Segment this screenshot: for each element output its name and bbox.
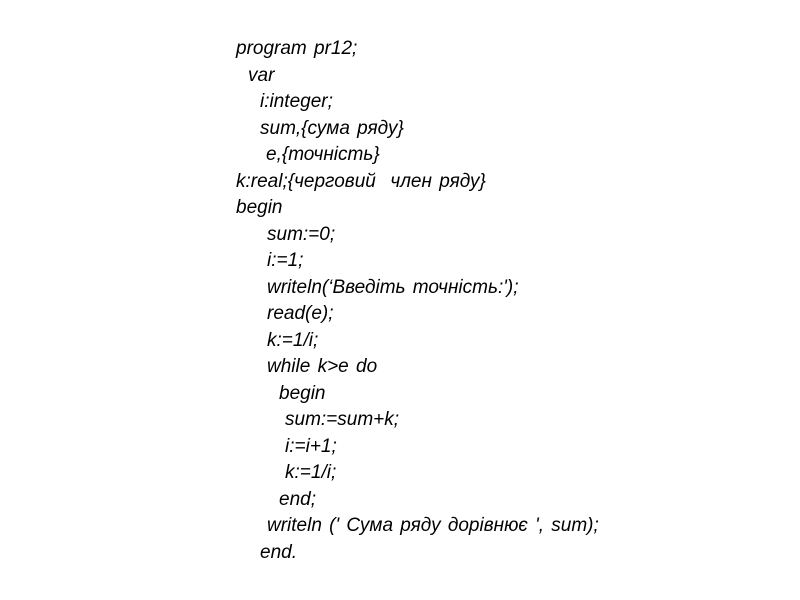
code-text: while k>e do — [267, 356, 378, 377]
code-text: end; — [279, 488, 316, 510]
code-text: read(e); — [267, 303, 334, 324]
code-text: begin — [236, 197, 283, 218]
code-line-k-init — [0, 328, 800, 355]
code-line-sum-init — [0, 222, 800, 249]
code-line-program-end — [0, 540, 800, 567]
code-text: k:real;{черговий член ряду} — [236, 170, 486, 192]
code-line-i-init — [0, 248, 800, 275]
code-text: e,{точність} — [266, 144, 380, 165]
code-text: var — [248, 64, 275, 86]
code-line-program-header — [0, 36, 800, 63]
code-text: i:integer; — [260, 91, 333, 112]
code-text: begin — [279, 382, 326, 404]
pascal-code-listing — [0, 36, 800, 566]
code-text: k:=1/i; — [285, 462, 337, 483]
code-line-while — [0, 354, 800, 381]
code-line-writeln-result — [0, 513, 800, 540]
code-line-inner-end — [0, 487, 800, 514]
code-text: i:=i+1; — [285, 435, 337, 457]
code-line-i-increment — [0, 434, 800, 461]
code-text: writeln (' Сума ряду дорівнює ', sum); — [267, 515, 599, 536]
code-line-read-e — [0, 301, 800, 328]
code-text: sum,{сума ряду} — [260, 117, 404, 139]
code-line-k-update — [0, 460, 800, 487]
code-line-var — [0, 63, 800, 90]
code-text: end. — [260, 541, 297, 563]
code-line-inner-begin — [0, 381, 800, 408]
code-text: i:=1; — [267, 250, 304, 271]
code-text: program pr12; — [236, 38, 358, 59]
code-text: k:=1/i; — [267, 329, 319, 351]
code-text: sum:=sum+k; — [285, 409, 400, 430]
code-line-e-declaration — [0, 142, 800, 169]
code-text: writeln(‘Введіть точність:'); — [267, 276, 519, 298]
code-line-i-declaration — [0, 89, 800, 116]
code-line-sum-declaration — [0, 116, 800, 143]
code-line-writeln-prompt — [0, 275, 800, 302]
code-text: sum:=0; — [267, 223, 336, 245]
code-line-begin — [0, 195, 800, 222]
code-line-k-declaration — [0, 169, 800, 196]
code-line-sum-accumulate — [0, 407, 800, 434]
